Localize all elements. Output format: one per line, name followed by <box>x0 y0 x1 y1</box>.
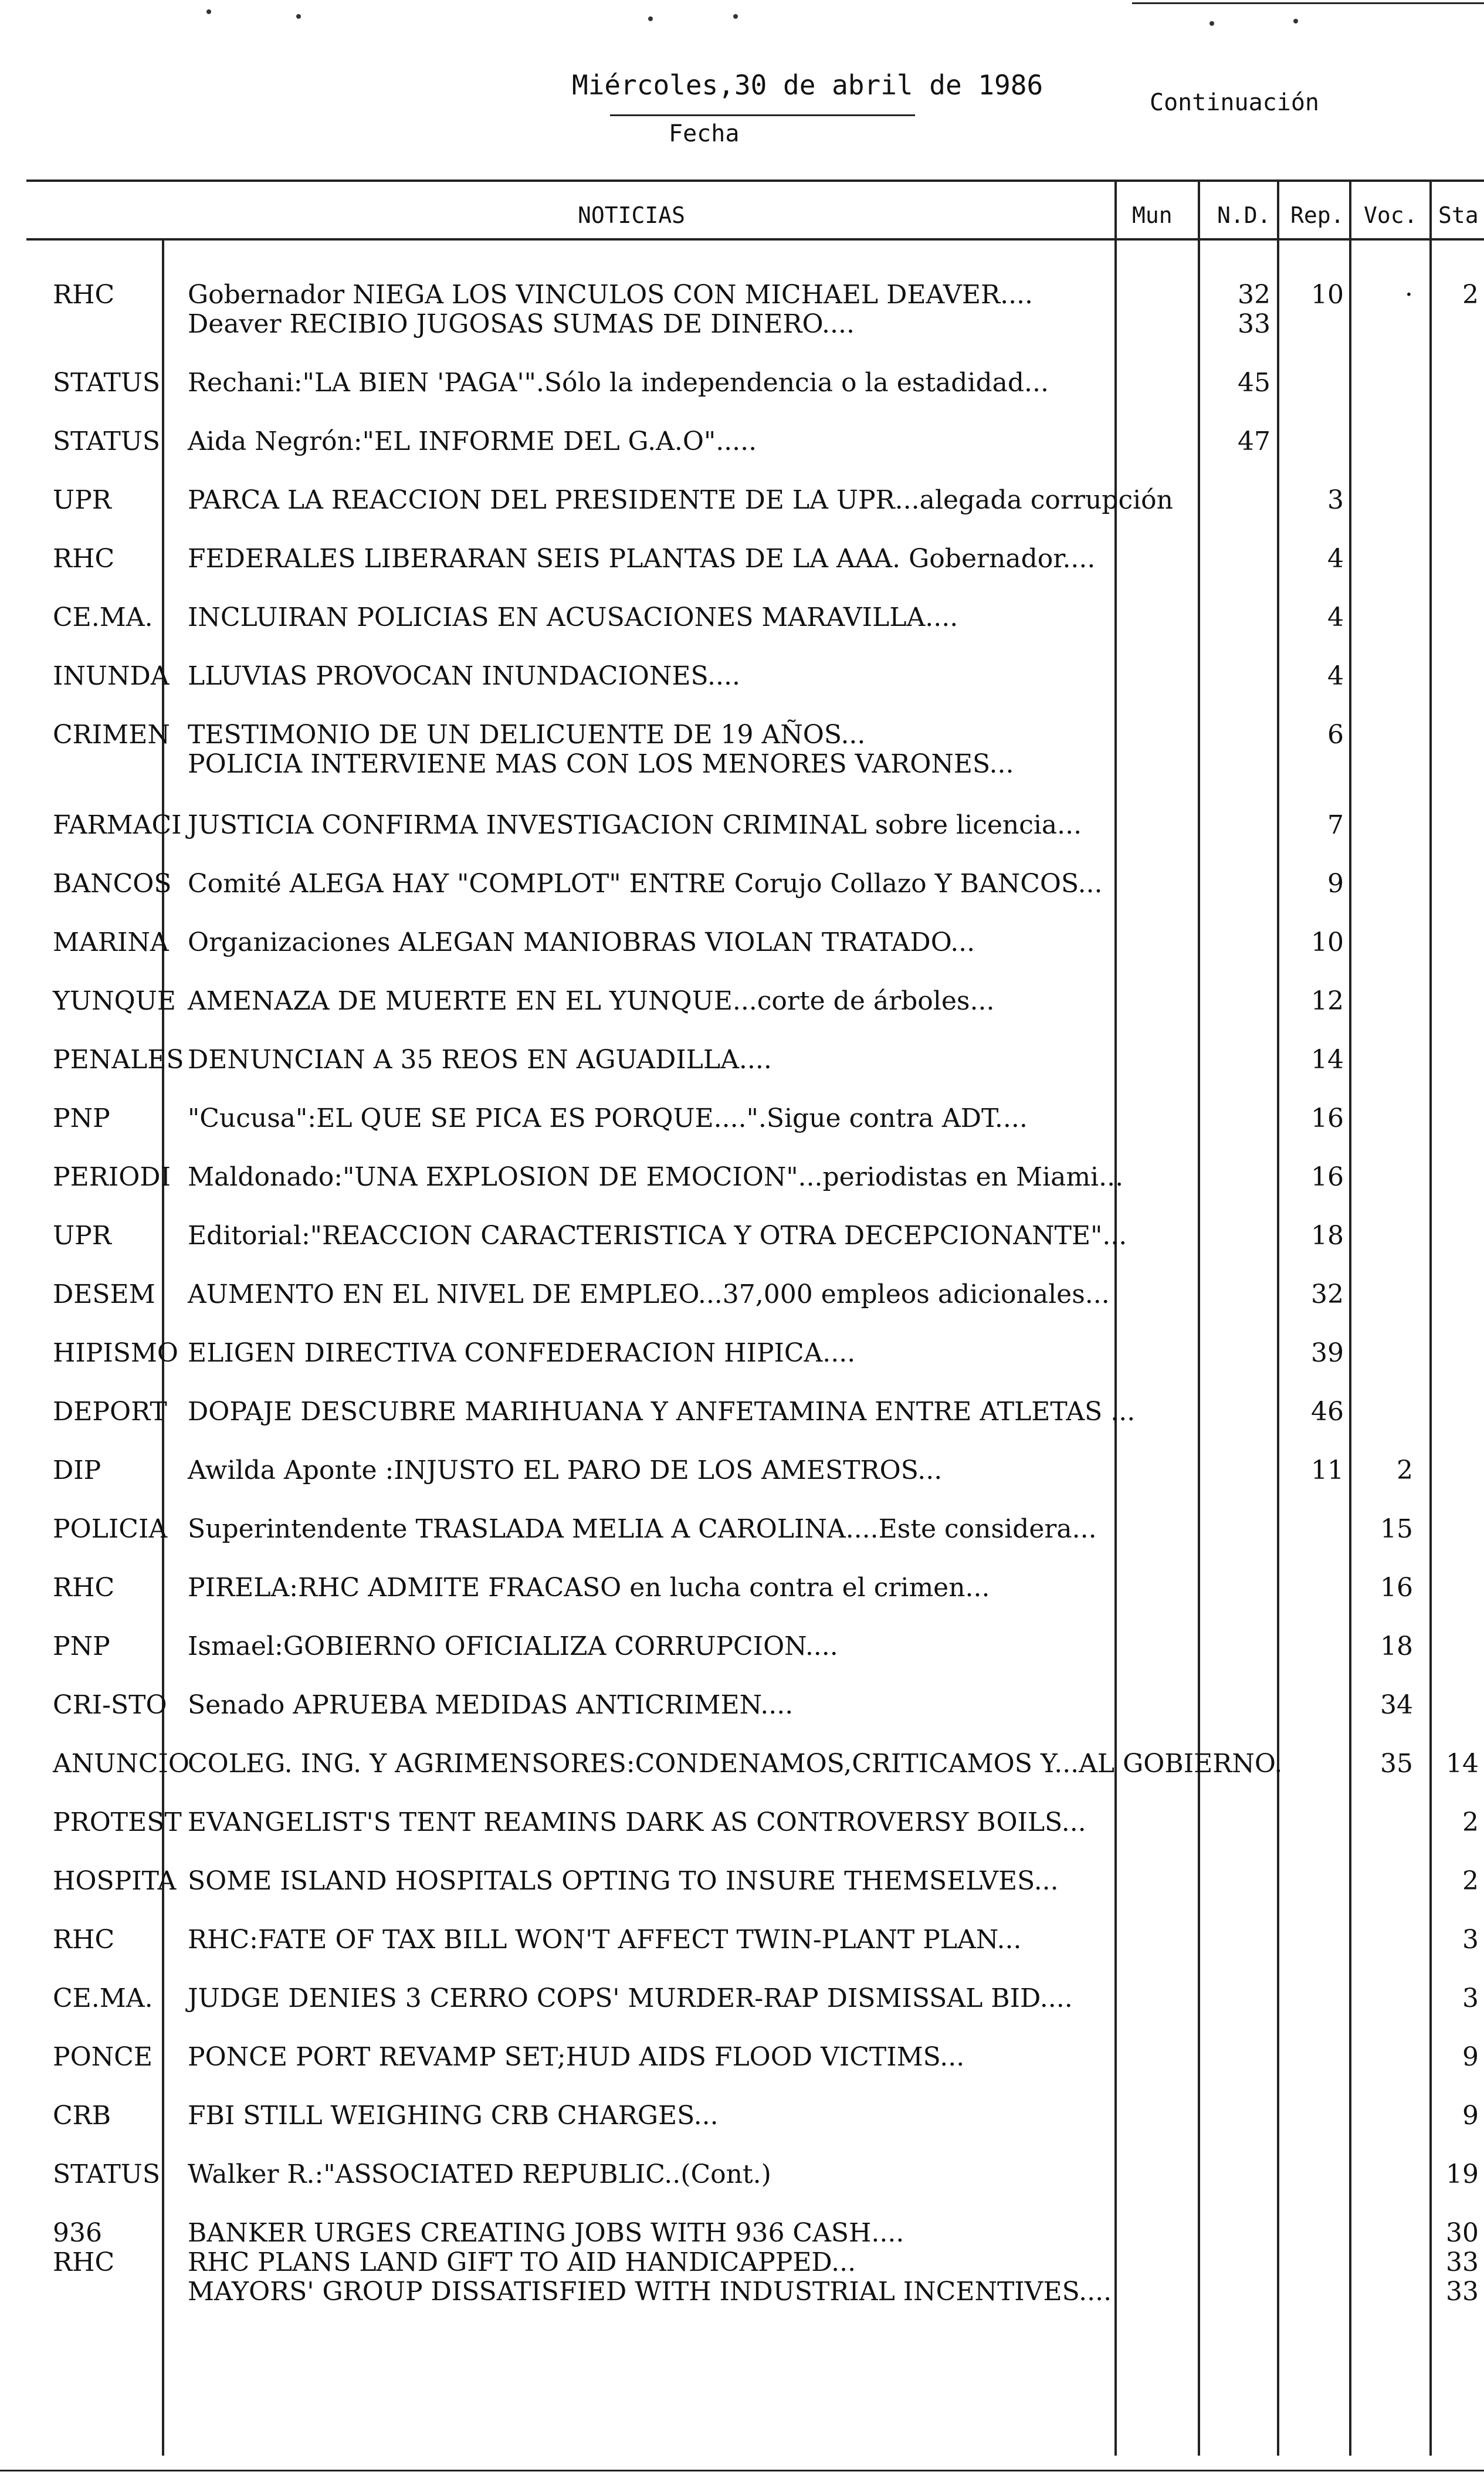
headline: Superintendente TRASLADA MELIA A CAROLINA....Este considera... <box>188 1514 1097 1544</box>
sta-page: 3 <box>1462 1983 1479 2013</box>
section-code: CRIMEN <box>53 720 170 750</box>
col-header-noticias: NOTICIAS <box>578 202 686 228</box>
headline: AMENAZA DE MUERTE EN EL YUNQUE...corte de árboles... <box>188 986 995 1016</box>
headline: JUDGE DENIES 3 CERRO COPS' MURDER-RAP DISMISSAL BID.... <box>188 1983 1073 2013</box>
section-code: RHC <box>53 1925 115 1955</box>
headline: Gobernador NIEGA LOS VINCULOS CON MICHAEL DEAVER.... <box>188 280 1034 310</box>
report-date: Miércoles,30 de abril de 1986 <box>572 69 1043 101</box>
col-divider-mun <box>1114 180 1117 2456</box>
headline: PONCE PORT REVAMP SET;HUD AIDS FLOOD VICTIMS... <box>188 2042 965 2072</box>
col-divider-nd <box>1198 180 1200 2456</box>
headline: Comité ALEGA HAY "COMPLOT" ENTRE Corujo Collazo Y BANCOS... <box>188 869 1103 899</box>
headline: RHC:FATE OF TAX BILL WON'T AFFECT TWIN-PLANT PLAN... <box>188 1925 1022 1955</box>
headline: AUMENTO EN EL NIVEL DE EMPLEO...37,000 empleos adicionales... <box>188 1279 1110 1309</box>
voc-page: 34 <box>1380 1690 1413 1720</box>
headline: Editorial:"REACCION CARACTERISTICA Y OTRA DECEPCIONANTE"... <box>188 1221 1127 1251</box>
continuation-label: Continuación <box>1150 89 1319 116</box>
top-edge-line <box>1132 2 1484 4</box>
sta-page: 3 <box>1462 1925 1479 1955</box>
section-code: STATUS <box>53 368 161 398</box>
section-code: PNP <box>53 1103 110 1133</box>
headline: FEDERALES LIBERARAN SEIS PLANTAS DE LA AAA. Gobernador.... <box>188 544 1096 574</box>
section-code: PONCE <box>53 2042 153 2072</box>
section-code: STATUS <box>53 2159 161 2189</box>
voc-page: 16 <box>1380 1573 1413 1603</box>
voc-page: 18 <box>1380 1631 1413 1661</box>
col-header-sta: Sta <box>1438 202 1479 228</box>
rep-page: 4 <box>1327 661 1344 691</box>
col-header-voc: Voc. <box>1364 202 1418 228</box>
table-top-rule <box>26 180 1484 182</box>
headline: Walker R.:"ASSOCIATED REPUBLIC..(Cont.) <box>188 2159 771 2189</box>
section-code: DEPORT <box>53 1397 167 1427</box>
headline: INCLUIRAN POLICIAS EN ACUSACIONES MARAVILLA.... <box>188 602 958 632</box>
headline: Awilda Aponte :INJUSTO EL PARO DE LOS AMESTROS... <box>188 1455 943 1485</box>
voc-page: 15 <box>1380 1514 1413 1544</box>
rep-page: 7 <box>1327 810 1344 840</box>
section-code: RHC <box>53 280 115 310</box>
scan-speck <box>733 14 738 19</box>
sta-page: 30 <box>1446 2218 1479 2248</box>
sta-page: 14 <box>1446 1749 1479 1779</box>
date-label: Fecha <box>669 120 740 147</box>
rep-page: 3 <box>1327 485 1344 515</box>
sta-page: 2 <box>1462 280 1479 310</box>
headline: PIRELA:RHC ADMITE FRACASO en lucha contra el crimen... <box>188 1573 990 1603</box>
headline: RHC PLANS LAND GIFT TO AID HANDICAPPED... <box>188 2247 856 2277</box>
section-code: FARMACI <box>53 810 182 840</box>
col-divider-rep <box>1277 180 1279 2456</box>
headline: TESTIMONIO DE UN DELICUENTE DE 19 AÑOS... <box>188 720 866 750</box>
section-code: CE.MA. <box>53 1983 153 2013</box>
section-code: RHC <box>53 544 115 574</box>
voc-page: · <box>1405 280 1413 310</box>
sta-page: 9 <box>1462 2101 1479 2131</box>
section-code: BANCOS <box>53 869 172 899</box>
section-code: RHC <box>53 1573 115 1603</box>
section-code: UPR <box>53 485 111 515</box>
section-code: YUNQUE <box>53 986 176 1016</box>
headline: ELIGEN DIRECTIVA CONFEDERACION HIPICA.... <box>188 1338 856 1368</box>
rep-page: 10 <box>1311 280 1344 310</box>
headline: Rechani:"LA BIEN 'PAGA'".Sólo la independencia o la estadidad... <box>188 368 1049 398</box>
rep-page: 9 <box>1327 869 1344 899</box>
scan-speck <box>1209 21 1214 26</box>
nd-page: 47 <box>1238 426 1270 456</box>
rep-page: 46 <box>1311 1397 1344 1427</box>
section-code: INUNDA <box>53 661 170 691</box>
rep-page: 39 <box>1311 1338 1344 1368</box>
section-code: HOSPITA <box>53 1866 177 1896</box>
headline: Ismael:GOBIERNO OFICIALIZA CORRUPCION.... <box>188 1631 838 1661</box>
headline: DOPAJE DESCUBRE MARIHUANA Y ANFETAMINA ENTRE ATLETAS ... <box>188 1397 1136 1427</box>
headline: Maldonado:"UNA EXPLOSION DE EMOCION"...periodistas en Miami... <box>188 1162 1124 1192</box>
rep-page: 14 <box>1311 1045 1344 1075</box>
headline: Aida Negrón:"EL INFORME DEL G.A.O"..... <box>188 426 757 456</box>
col-divider-voc <box>1349 180 1351 2456</box>
section-code: PENALES <box>53 1045 184 1075</box>
headline: JUSTICIA CONFIRMA INVESTIGACION CRIMINAL sobre licencia... <box>188 810 1082 840</box>
rep-page: 11 <box>1311 1455 1344 1485</box>
section-code: PERIODI <box>53 1162 171 1192</box>
rep-page: 10 <box>1311 927 1344 957</box>
sta-page: 33 <box>1446 2247 1479 2277</box>
sta-page: 2 <box>1462 1807 1479 1837</box>
table-header-rule <box>26 238 1484 241</box>
headline: LLUVIAS PROVOCAN INUNDACIONES.... <box>188 661 740 691</box>
rep-page: 6 <box>1327 720 1344 750</box>
section-code: CE.MA. <box>53 602 153 632</box>
headline: COLEG. ING. Y AGRIMENSORES:CONDENAMOS,CRITICAMOS Y...AL GOBIERNO. <box>188 1749 1283 1779</box>
nd-page: 45 <box>1238 368 1270 398</box>
section-code: DIP <box>53 1455 101 1485</box>
section-code: DESEM <box>53 1279 155 1309</box>
section-code: 936 <box>53 2218 102 2248</box>
section-code: CRB <box>53 2101 111 2131</box>
col-header-nd: N.D. <box>1217 202 1271 228</box>
rep-page: 32 <box>1311 1279 1344 1309</box>
headline: FBI STILL WEIGHING CRB CHARGES... <box>188 2101 719 2131</box>
scan-speck <box>206 9 211 14</box>
sta-page: 19 <box>1446 2159 1479 2189</box>
col-header-mun: Mun <box>1132 202 1173 228</box>
rep-page: 4 <box>1327 544 1344 574</box>
section-code: RHC <box>53 2247 115 2277</box>
voc-page: 35 <box>1380 1749 1413 1779</box>
rep-page: 16 <box>1311 1162 1344 1192</box>
col-header-rep: Rep. <box>1290 202 1344 228</box>
scan-speck <box>296 14 301 19</box>
headline: SOME ISLAND HOSPITALS OPTING TO INSURE THEMSELVES... <box>188 1866 1059 1896</box>
headline: BANKER URGES CREATING JOBS WITH 936 CASH.... <box>188 2218 904 2248</box>
voc-page: 2 <box>1397 1455 1413 1485</box>
headline: EVANGELIST'S TENT REAMINS DARK AS CONTROVERSY BOILS... <box>188 1807 1086 1837</box>
rep-page: 4 <box>1327 602 1344 632</box>
nd-page: 32 <box>1238 280 1270 310</box>
rep-page: 18 <box>1311 1221 1344 1251</box>
section-code: UPR <box>53 1221 111 1251</box>
headline: PARCA LA REACCION DEL PRESIDENTE DE LA UPR...alegada corrupción <box>188 485 1174 515</box>
headline: Organizaciones ALEGAN MANIOBRAS VIOLAN TRATADO... <box>188 927 975 957</box>
sta-page: 9 <box>1462 2042 1479 2072</box>
section-code: HIPISMO <box>53 1338 179 1368</box>
date-underline <box>610 114 915 116</box>
headline: MAYORS' GROUP DISSATISFIED WITH INDUSTRIAL INCENTIVES.... <box>188 2277 1112 2307</box>
nd-page: 33 <box>1238 309 1270 339</box>
headline: DENUNCIAN A 35 REOS EN AGUADILLA.... <box>188 1045 772 1075</box>
headline: "Cucusa":EL QUE SE PICA ES PORQUE....".Sigue contra ADT.... <box>188 1103 1028 1133</box>
section-code: STATUS <box>53 426 161 456</box>
section-code: PNP <box>53 1631 110 1661</box>
bottom-edge-line <box>0 2470 1484 2471</box>
section-code: MARINA <box>53 927 169 957</box>
scan-speck <box>1293 19 1298 23</box>
section-code: CRI-STO <box>53 1690 167 1720</box>
section-code: ANUNCIO <box>53 1749 189 1779</box>
section-code: POLICIA <box>53 1514 168 1544</box>
headline: Senado APRUEBA MEDIDAS ANTICRIMEN.... <box>188 1690 794 1720</box>
rep-page: 16 <box>1311 1103 1344 1133</box>
section-code: PROTEST <box>53 1807 182 1837</box>
sta-page: 2 <box>1462 1866 1479 1896</box>
scan-speck <box>648 16 653 21</box>
headline: Deaver RECIBIO JUGOSAS SUMAS DE DINERO.... <box>188 309 855 339</box>
rep-page: 12 <box>1311 986 1344 1016</box>
sta-page: 33 <box>1446 2277 1479 2307</box>
headline: POLICIA INTERVIENE MAS CON LOS MENORES VARONES... <box>188 749 1014 779</box>
